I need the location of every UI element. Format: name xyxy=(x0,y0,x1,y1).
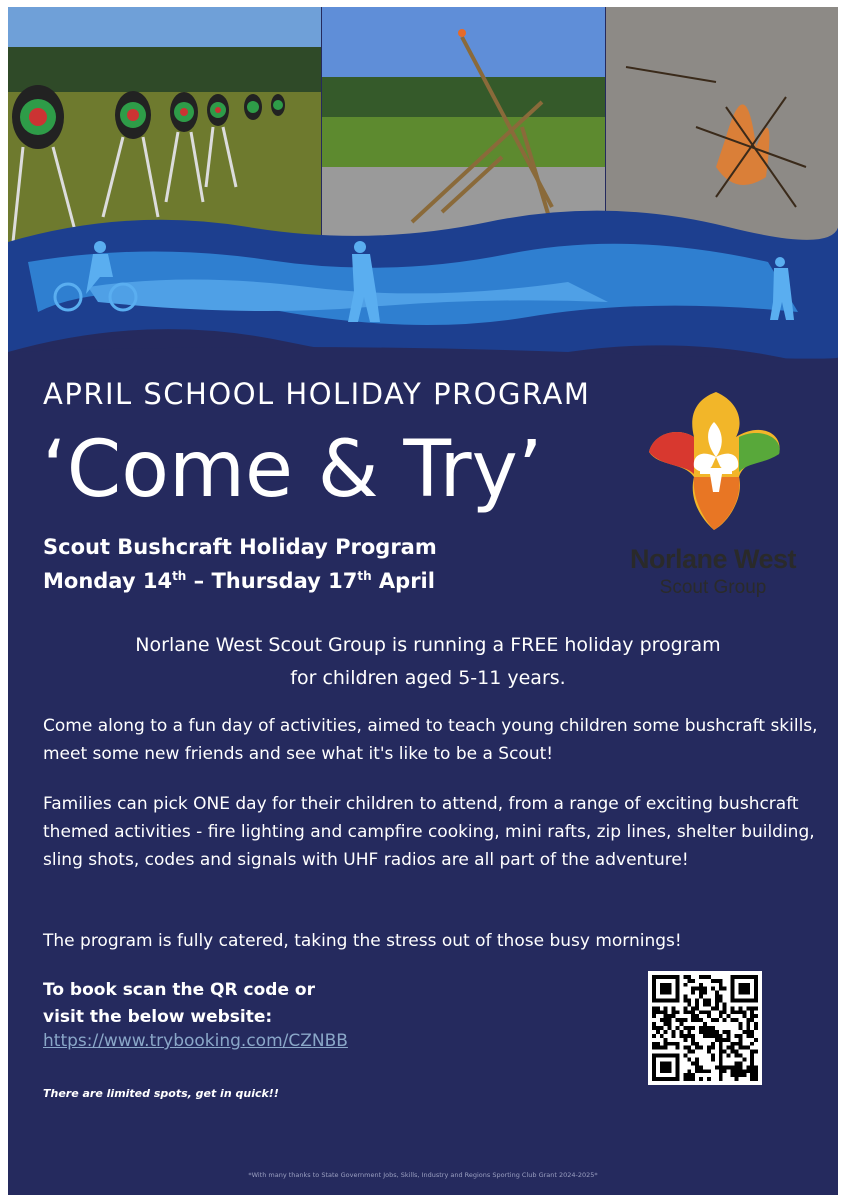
booking-link[interactable]: https://www.trybooking.com/CZNBB xyxy=(43,1031,348,1051)
scout-group-subtitle: Scout Group xyxy=(659,577,767,598)
come-and-try-title: ‘Come & Try’ xyxy=(42,425,543,515)
booking-line-1: To book scan the QR code or xyxy=(43,980,315,1000)
intro-paragraph: Come along to a fun day of activities, aimed to teach young children some bushcraft skills, meet some new friends and see what it's like to be a Scout! xyxy=(43,716,818,764)
program-dates: Monday 14th – Thursday 17th April xyxy=(43,569,435,593)
qr-code[interactable] xyxy=(648,971,762,1085)
poster xyxy=(8,7,838,1195)
booking-line-2: visit the below website: xyxy=(43,1007,273,1027)
lead-line-1: Norlane West Scout Group is running a FREE holiday program xyxy=(135,634,721,656)
limited-spots-note: There are limited spots, get in quick!! xyxy=(43,1087,279,1100)
catering-paragraph: The program is fully catered, taking the stress out of those busy mornings! xyxy=(43,931,682,951)
program-heading: APRIL SCHOOL HOLIDAY PROGRAM xyxy=(43,377,591,411)
lead-text xyxy=(38,629,818,695)
program-subtitle: Scout Bushcraft Holiday Program xyxy=(43,535,437,559)
activities-paragraph: Families can pick ONE day for their children to attend, from a range of exciting bushcraft themed activities - fire lighting and campfire cooking, mini rafts, zip lines, shelter building, sling shots, codes and signals with UHF radios are all part of the adventure! xyxy=(43,794,815,870)
wave-banner xyxy=(8,202,838,372)
scout-group-name: Norlane West xyxy=(629,544,797,574)
grant-acknowledgement: *With many thanks to State Government Jobs, Skills, Industry and Regions Sporting Club Grant 2024-2025* xyxy=(248,1171,598,1179)
booking-instructions xyxy=(43,977,403,1031)
scouts-fleur-de-lis-logo xyxy=(644,392,786,532)
lead-line-2: for children aged 5-11 years. xyxy=(290,667,566,689)
